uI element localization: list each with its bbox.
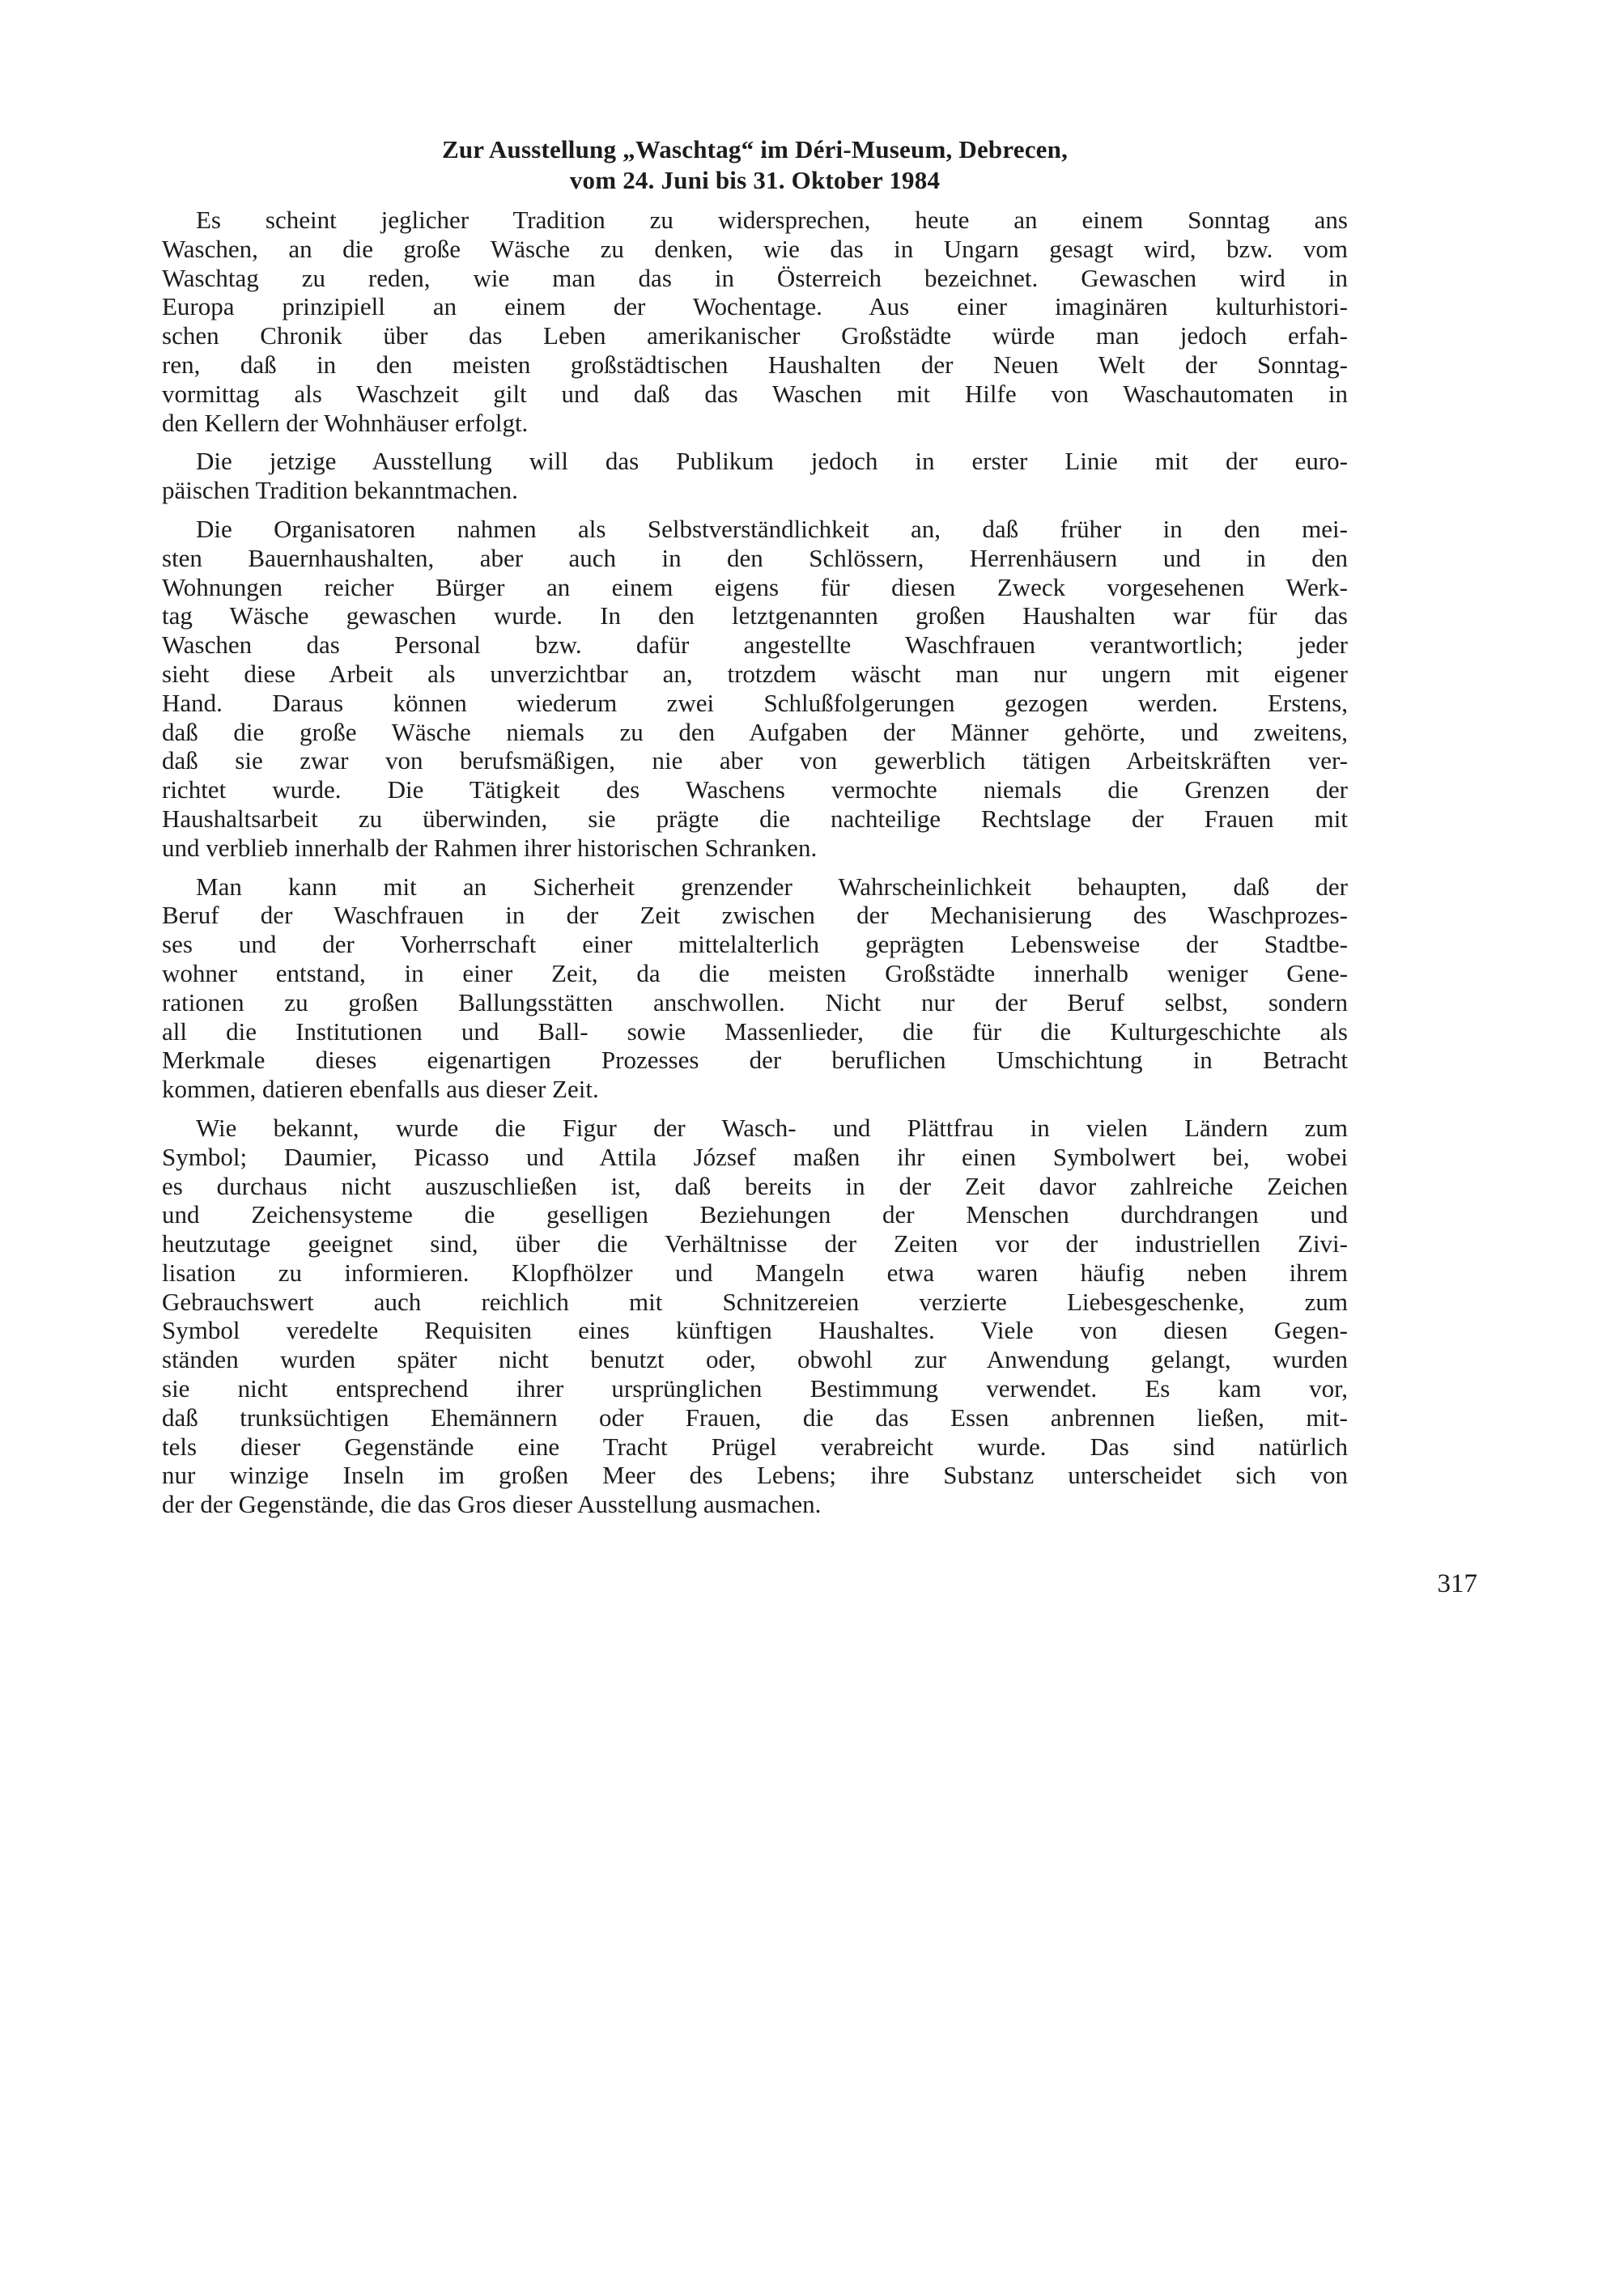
- page-number: 317: [1437, 1569, 1477, 1598]
- text-line: Die jetzige Ausstellung will das Publikum jedoch in erster Linie mit der euro-: [196, 447, 1348, 476]
- text-line: heutzutage geeignet sind, über die Verhältnisse der Zeiten vor der industriellen Zivi-: [162, 1229, 1348, 1258]
- paragraph: [162, 515, 1348, 863]
- text-line: kommen, datieren ebenfalls aus dieser Zeit.: [162, 1075, 599, 1104]
- text-line: ses und der Vorherrschaft einer mittelalterlich geprägten Lebensweise der Stadtbe-: [162, 930, 1348, 959]
- text-line: Gebrauchswert auch reichlich mit Schnitzereien verzierte Liebesgeschenke, zum: [162, 1287, 1348, 1316]
- paragraph: [162, 447, 1348, 505]
- text-line: Symbol veredelte Requisiten eines künftigen Haushaltes. Viele von diesen Gegen-: [162, 1316, 1348, 1345]
- text-line: rationen zu großen Ballungsstätten anschwollen. Nicht nur der Beruf selbst, sondern: [162, 987, 1348, 1016]
- text-line: all die Institutionen und Ball- sowie Massenlieder, die für die Kulturgeschichte als: [162, 1016, 1348, 1046]
- text-line: ren, daß in den meisten großstädtischen Haushalten der Neuen Welt der Sonntag-: [162, 350, 1348, 379]
- text-line: den Kellern der Wohnhäuser erfolgt.: [162, 408, 529, 437]
- text-line: vormittag als Waschzeit gilt und daß das Waschen mit Hilfe von Waschautomaten in: [162, 379, 1348, 408]
- text-line: Wohnungen reicher Bürger an einem eigens für diesen Zweck vorgesehenen Werk-: [162, 572, 1348, 601]
- text-line: Waschen das Personal bzw. dafür angestellte Waschfrauen verantwortlich; jeder: [162, 630, 1348, 660]
- text-line: Hand. Daraus können wiederum zwei Schlußfolgerungen gezogen werden. Erstens,: [162, 688, 1348, 717]
- text-line: Waschtag zu reden, wie man das in Österreich bezeichnet. Gewaschen wird in: [162, 263, 1348, 292]
- text-line: Es scheint jeglicher Tradition zu widersprechen, heute an einem Sonntag ans: [196, 206, 1348, 234]
- text-line: sieht diese Arbeit als unverzichtbar an, trotzdem wäscht man nur ungern mit eigener: [162, 659, 1348, 688]
- text-line: Haushaltsarbeit zu überwinden, sie prägte die nachteilige Rechtslage der Frauen mit: [162, 804, 1348, 833]
- text-line: Waschen, an die große Wäsche zu denken, wie das in Ungarn gesagt wird, bzw. vom: [162, 234, 1348, 263]
- text-line: ständen wurden später nicht benutzt oder, obwohl zur Anwendung gelangt, wurden: [162, 1345, 1348, 1374]
- text-line: nur winzige Inseln im großen Meer des Lebens; ihre Substanz unterscheidet sich von: [162, 1461, 1348, 1490]
- article-title-line-2: vom 24. Juni bis 31. Oktober 1984: [569, 166, 941, 194]
- text-line: Man kann mit an Sicherheit grenzender Wahrscheinlichkeit behaupten, daß der: [196, 872, 1348, 901]
- text-line: wohner entstand, in einer Zeit, da die meisten Großstädte innerhalb weniger Gene-: [162, 958, 1348, 987]
- text-line: der der Gegenstände, die das Gros dieser Ausstellung ausmachen.: [162, 1490, 822, 1519]
- article-body: [162, 206, 1348, 1519]
- text-line: tag Wäsche gewaschen wurde. In den letztgenannten großen Haushalten war für das: [162, 601, 1348, 630]
- text-line: lisation zu informieren. Klopfhölzer und Mangeln etwa waren häufig neben ihrem: [162, 1258, 1348, 1287]
- text-line: Symbol; Daumier, Picasso und Attila József maßen ihr einen Symbolwert bei, wobei: [162, 1142, 1348, 1171]
- text-line: es durchaus nicht auszuschließen ist, daß bereits in der Zeit davor zahlreiche Zeichen: [162, 1171, 1348, 1200]
- text-line: und Zeichensysteme die geselligen Beziehungen der Menschen durchdrangen und: [162, 1200, 1348, 1229]
- text-line: päischen Tradition bekanntmachen.: [162, 476, 518, 505]
- paragraph: [162, 872, 1348, 1104]
- text-line: Merkmale dieses eigenartigen Prozesses der beruflichen Umschichtung in Betracht: [162, 1046, 1348, 1075]
- text-line: Wie bekannt, wurde die Figur der Wasch- und Plättfrau in vielen Ländern zum: [196, 1113, 1348, 1142]
- text-line: richtet wurde. Die Tätigkeit des Waschens vermochte niemals die Grenzen der: [162, 775, 1348, 804]
- text-line: daß sie zwar von berufsmäßigen, nie aber von gewerblich tätigen Arbeitskräften ver-: [162, 746, 1348, 775]
- article-title-line-1: Zur Ausstellung „Waschtag“ im Déri-Museum, Debrecen,: [441, 135, 1069, 163]
- text-line: daß die große Wäsche niemals zu den Aufgaben der Männer gehörte, und zweitens,: [162, 717, 1348, 746]
- article-title: [162, 134, 1348, 196]
- text-line: daß trunksüchtigen Ehemännern oder Frauen, die das Essen anbrennen ließen, mit-: [162, 1403, 1348, 1432]
- paragraph: [162, 206, 1348, 437]
- text-line: Europa prinzipiell an einem der Wochentage. Aus einer imaginären kulturhistori-: [162, 292, 1348, 321]
- text-line: Beruf der Waschfrauen in der Zeit zwischen der Mechanisierung des Waschprozes-: [162, 901, 1348, 930]
- text-line: sten Bauernhaushalten, aber auch in den Schlössern, Herrenhäusern und in den: [162, 543, 1348, 572]
- text-line: sie nicht entsprechend ihrer ursprünglichen Bestimmung verwendet. Es kam vor,: [162, 1374, 1348, 1403]
- text-line: tels dieser Gegenstände eine Tracht Prügel verabreicht wurde. Das sind natürlich: [162, 1432, 1348, 1461]
- paragraph: [162, 1114, 1348, 1519]
- text-line: und verblieb innerhalb der Rahmen ihrer historischen Schranken.: [162, 833, 818, 862]
- text-line: schen Chronik über das Leben amerikanischer Großstädte würde man jedoch erfah-: [162, 321, 1348, 350]
- text-line: Die Organisatoren nahmen als Selbstverständlichkeit an, daß früher in den mei-: [196, 514, 1348, 543]
